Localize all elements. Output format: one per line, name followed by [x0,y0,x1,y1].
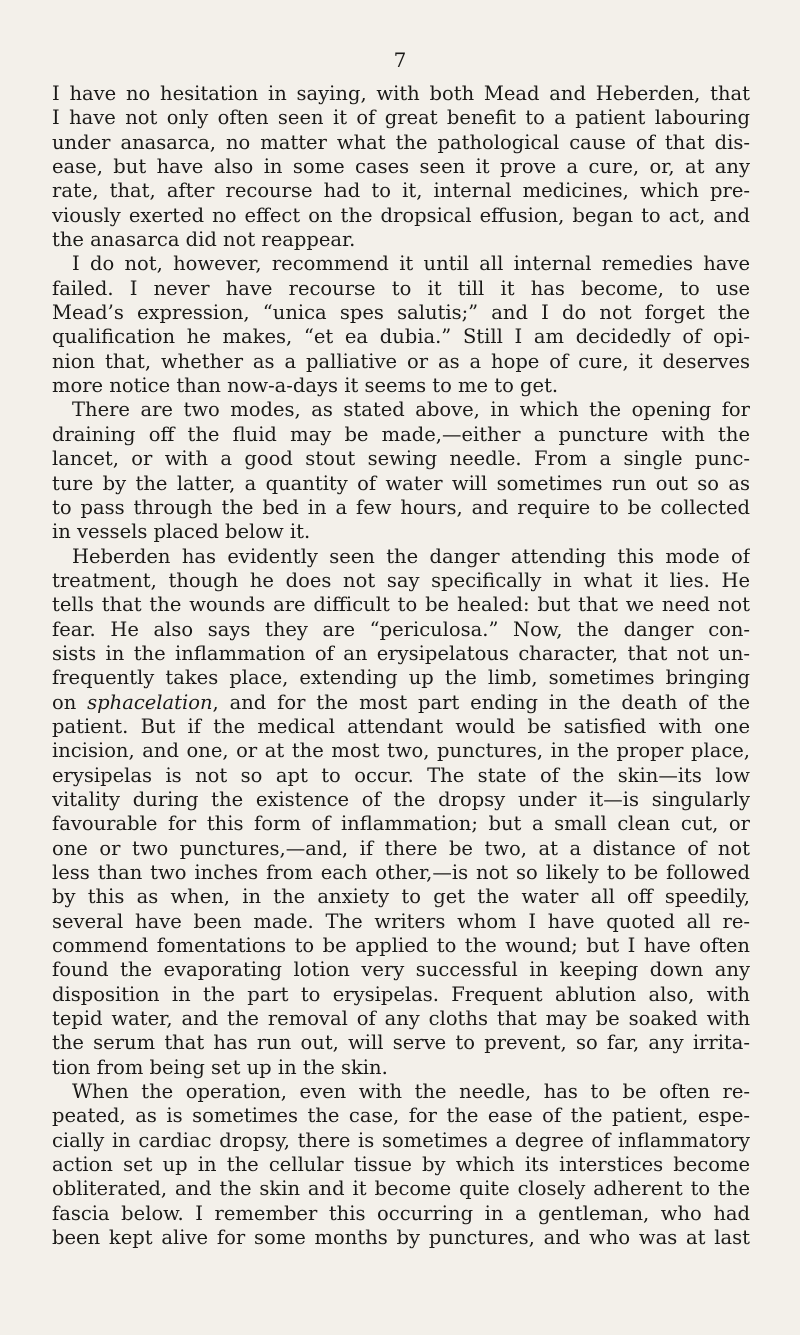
italic-term: sphacelation [87,690,213,714]
text-line: less than two inches from each other,—is not so likely to be followed [52,861,750,884]
text-line: tepid water, and the removal of any cloths that may be soaked with [52,1007,750,1031]
text-line: commend fomentations to be applied to the wound; but I have often [52,934,750,958]
text-line: one or two punctures,—and, if there be two, at a distance of not [52,836,750,860]
text-line: the anasarca did not reappear. [52,228,356,252]
text-line: peated, as is sometimes the case, for the ease of the patient, espe- [52,1104,750,1128]
text-line: more notice than now-a-days it seems to me to get. [52,374,559,398]
text-line: favourable for this form of inflammation; but a small clean cut, or [52,812,750,836]
text-line: tells that the wounds are difficult to be healed: but that we need not [52,593,750,617]
text-line: to pass through the bed in a few hours, and require to be collected [52,495,750,519]
body-text [52,82,750,1251]
text-line: Heberden has evidently seen the danger attending this mode of [72,544,750,568]
text-line: ture by the latter, a quantity of water will sometimes run out so as [52,471,750,495]
text-line: ease, but have also in some cases seen it prove a cure, or, at any [52,155,750,179]
text-line: obliterated, and the skin and it become quite closely adherent to the [52,1177,750,1201]
text-line: viously exerted no effect on the dropsical effusion, began to act, and [52,203,750,227]
text-line: action set up in the cellular tissue by which its interstices become [52,1153,750,1177]
text-line: erysipelas is not so apt to occur. The state of the skin—its low [52,763,750,787]
text-line: tion from being set up in the skin. [52,1055,388,1079]
text-line: nion that, whether as a palliative or as a hope of cure, it deserves [52,349,750,373]
text-line: lancet, or with a good stout sewing needle. From a single punc- [52,447,750,471]
text-line: qualification he makes, “et ea dubia.” Still I am decidedly of opi- [52,325,750,349]
text-segment: , and for the most part ending in the death of the [212,690,750,714]
text-line: disposition in the part to erysipelas. Frequent ablution also, with [52,982,750,1006]
text-line: fascia below. I remember this occurring in a gentleman, who had [52,1201,750,1225]
text-line: the serum that has run out, will serve to prevent, so far, any irrita- [52,1031,750,1055]
text-line: by this as when, in the anxiety to get the water all off speedily, [52,885,750,909]
text-line: failed. I never have recourse to it till it has become, to use [52,276,750,300]
text-segment: on [52,690,88,714]
text-line: draining off the fluid may be made,—either a puncture with the [52,422,750,446]
text-line: incision, and one, or at the most two, punctures, in the proper place, [52,739,750,763]
text-line: in vessels placed below it. [52,520,311,544]
text-line: several have been made. The writers whom I have quoted all re- [52,909,750,933]
page-number: 7 [393,48,407,72]
text-line: I do not, however, recommend it until all internal remedies have [72,252,750,276]
text-line: rate, that, after recourse had to it, internal medicines, which pre- [52,179,750,203]
text-line: under anasarca, no matter what the pathological cause of that dis- [52,130,750,154]
text-line: vitality during the existence of the dropsy under it—is singularly [52,787,750,811]
text-line: There are two modes, as stated above, in which the opening for [72,398,750,422]
text-line: been kept alive for some months by punctures, and who was at last [52,1226,750,1250]
text-line: fear. He also says they are “periculosa.” Now, the danger con- [52,617,750,641]
text-line: sists in the inflammation of an erysipelatous character, that not un- [52,641,750,665]
text-line: frequently takes place, extending up the limb, sometimes bringing [52,666,750,690]
text-line: I have no hesitation in saying, with both Mead and Heberden, that [52,82,750,105]
text-line: I have not only often seen it of great benefit to a patient labouring [52,106,750,130]
text-line: Mead’s expression, “unica spes salutis;” and I do not forget the [52,301,750,325]
text-line: treatment, though he does not say specifically in what it lies. He [52,568,750,592]
text-line: found the evaporating lotion very successful in keeping down any [52,958,750,982]
text-line: When the operation, even with the needle, has to be often re- [72,1080,750,1104]
text-line [52,691,750,715]
text-line: patient. But if the medical attendant would be satisfied with one [52,714,750,738]
text-line: cially in cardiac dropsy, there is sometimes a degree of inflammatory [52,1128,750,1152]
